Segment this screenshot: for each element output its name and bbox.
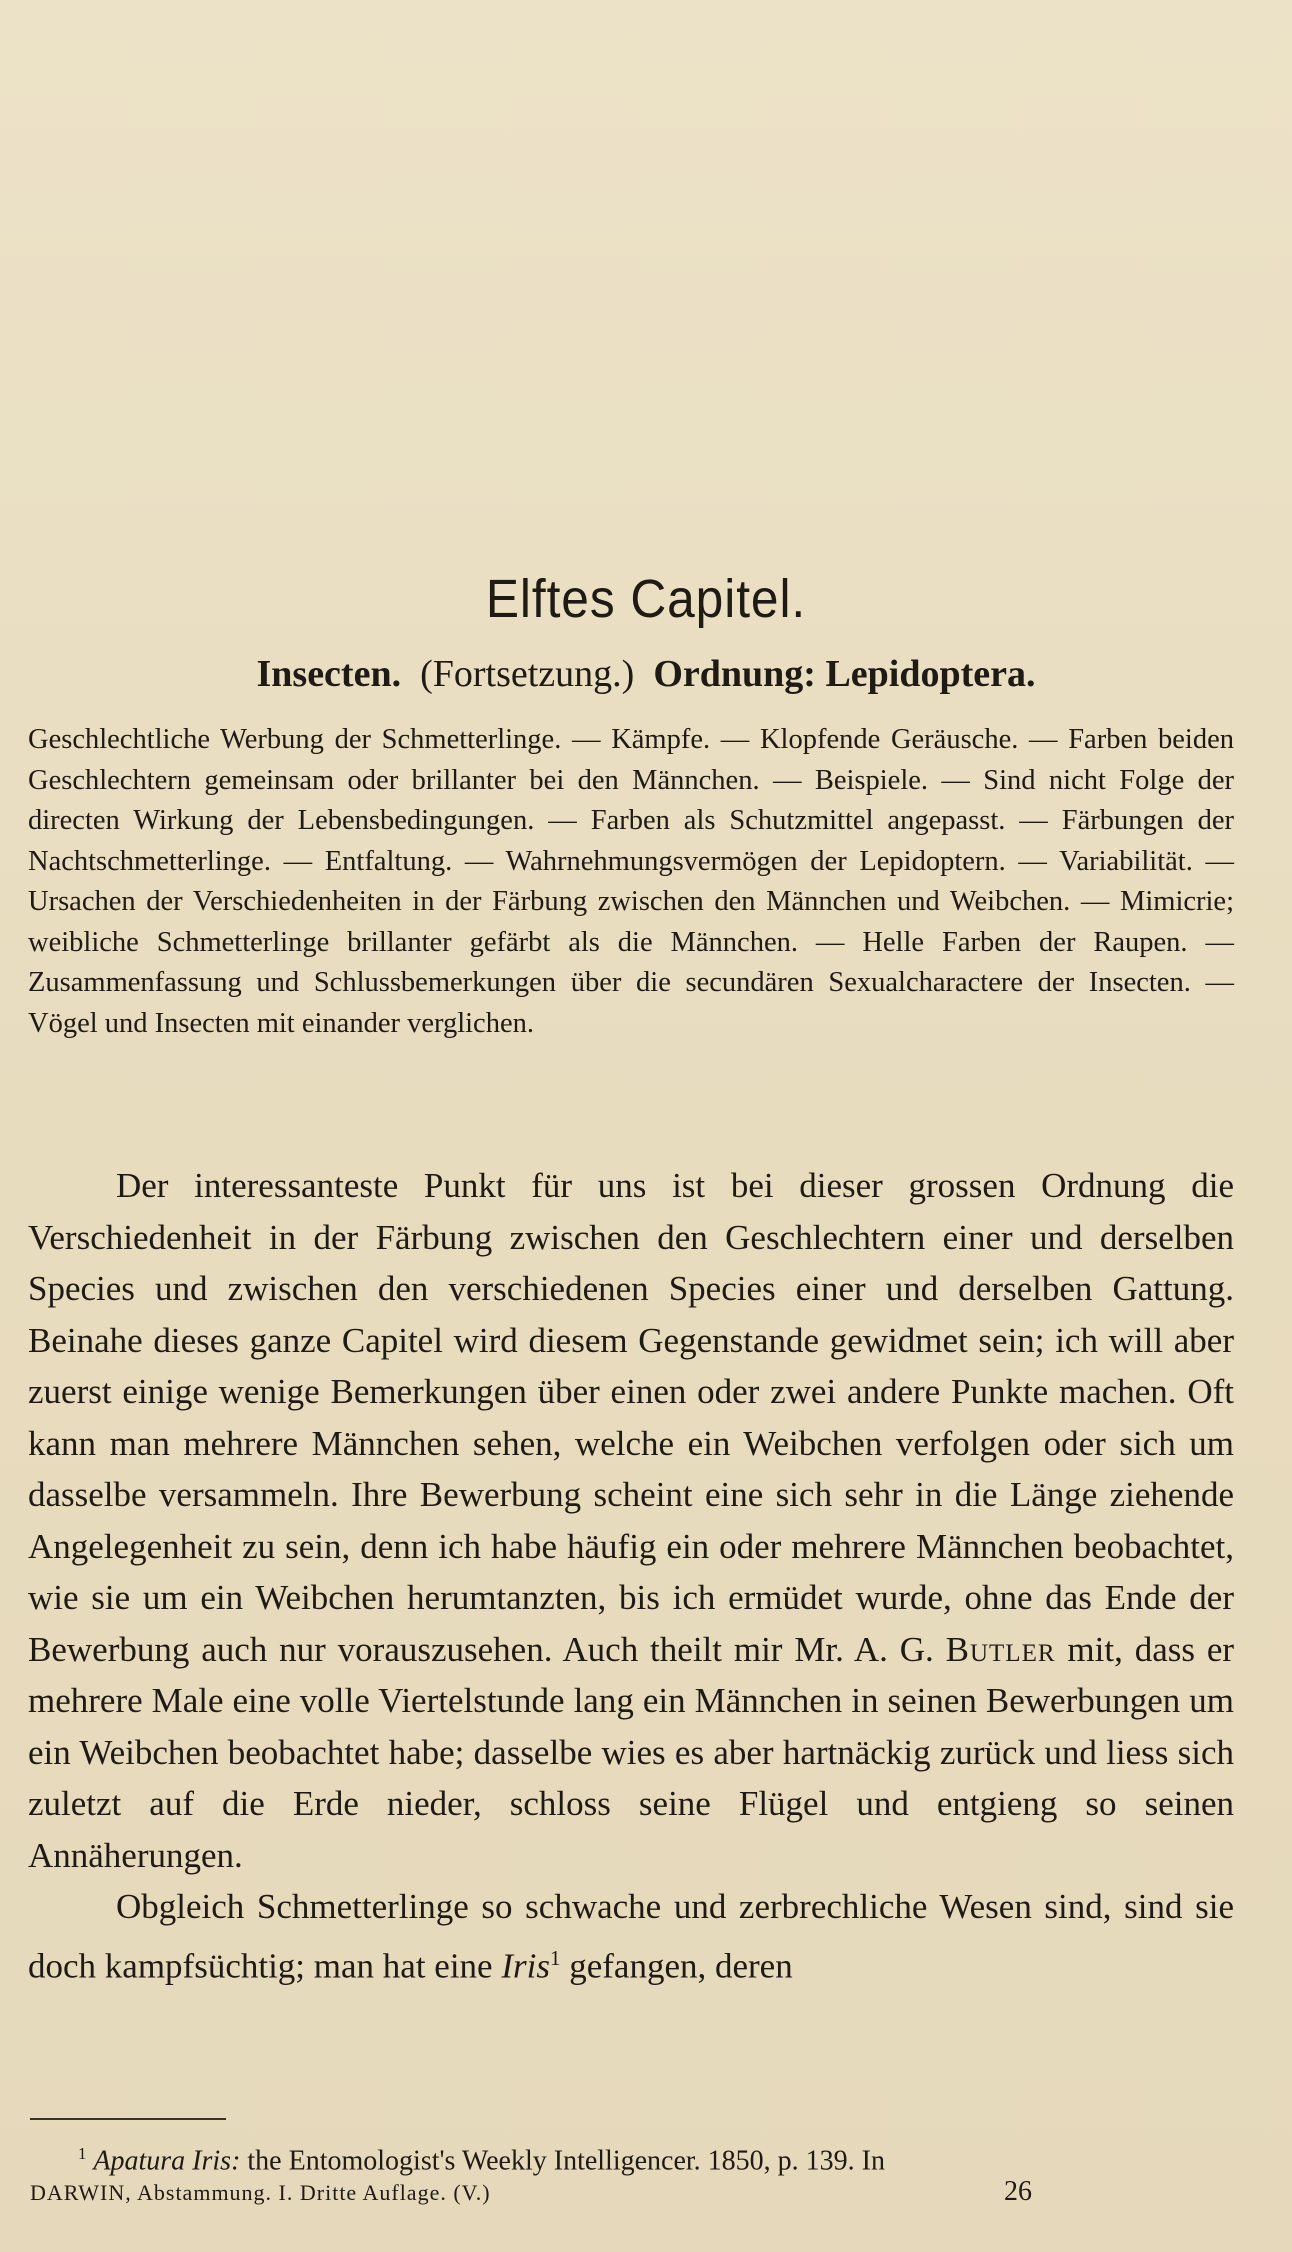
subtitle-part-2: (Fortsetzung.) (420, 653, 635, 695)
subtitle-part-1: Insecten. (256, 653, 402, 695)
footnote (78, 2134, 1238, 2181)
species-name: Iris (501, 1946, 550, 1986)
subtitle-order: Ordnung: Lepidoptera. (653, 653, 1036, 695)
printer-signature: DARWIN, Abstammung. I. Dritte Auflage. (V.) (30, 2180, 491, 2205)
paragraph-1-part-b: mit, dass er mehrere Male eine volle Viertelstunde lang ein Männchen in seinen Bewerbungen um ein Weibchen beobachtet habe; dasselbe wies es aber hartnäckig zurück und liess sich zuletzt auf die Erde nieder, schloss seine Flügel und entgieng so seinen Annäherungen. (28, 1629, 1235, 1875)
paragraph-2 (28, 1881, 1234, 1992)
author-name: Butler (945, 1629, 1056, 1669)
footnote-ref: 1 (549, 1945, 561, 1970)
paragraph-2-part-b: gefangen, deren (569, 1946, 793, 1986)
footnote-text: the Entomologist's Weekly Intelligencer. 1850, p. 139. In (247, 2145, 886, 2177)
chapter-title: Elftes Capitel. (485, 569, 807, 629)
body-text (28, 1160, 1234, 1992)
summary-text: Geschlechtliche Werbung der Schmetterlinge. — Kämpfe. — Klopfende Geräusche. — Farben beiden Geschlechtern gemeinsam oder brillanter bei den Männchen. — Beispiele. — Sind nicht Folge der directen Wirkung der Lebensbedingungen. — Farben als Schutzmittel angepasst. — Färbungen der Nachtschmetterlinge. — Entfaltung. — Wahrnehmungsvermögen der Lepidoptern. — Variabilität. — Ursachen der Verschiedenheiten in der Färbung zwischen den Männchen und Weibchen. — Mimicrie; weibliche Schmetterlinge brillanter gefärbt als die Männchen. — Helle Farben der Raupen. — Zusammenfassung und Schlussbemerkungen über die secundären Sexualcharactere der Insecten. — Vögel und Insecten mit einander verglichen. (28, 724, 1234, 1039)
paragraph-1-part-a: Der interessanteste Punkt für uns ist bei dieser grossen Ordnung die Verschiedenheit in der Färbung zwischen den Geschlechtern einer und derselben Species und zwischen den verschiedenen Species einer und derselben Gattung. Beinahe dieses ganze Capitel wird diesem Gegenstande gewidmet sein; ich will aber zuerst einige wenige Bemerkungen über einen oder zwei andere Punkte machen. Oft kann man mehrere Männchen sehen, welche ein Weibchen verfolgen oder sich um dasselbe versammeln. Ihre Bewerbung scheint eine sich sehr in die Länge ziehende Angelegenheit zu sein, denn ich habe häufig ein oder mehrere Männchen beobachtet, wie sie um ein Weibchen herumtanzten, bis ich ermüdet wurde, ohne das Ende der Bewerbung auch nur vorauszusehen. Auch theilt mir Mr. A. G. (28, 1166, 1234, 1669)
paragraph-2-part-a: Obgleich Schmetterlinge so schwache und zerbrechliche Wesen sind, sind sie doch kampfsüchtig; man hat eine (28, 1887, 1234, 1986)
chapter-subtitle (0, 652, 1292, 696)
sheet-number: 26 (1004, 2176, 1032, 2207)
show-through-bleed (28, 80, 1264, 600)
paragraph-1 (28, 1160, 1234, 1881)
footnote-rule (30, 2118, 226, 2120)
footnote-mark: 1 (78, 2144, 87, 2163)
footnote-species: Apatura Iris: (93, 2145, 241, 2177)
chapter-summary (28, 720, 1234, 1044)
